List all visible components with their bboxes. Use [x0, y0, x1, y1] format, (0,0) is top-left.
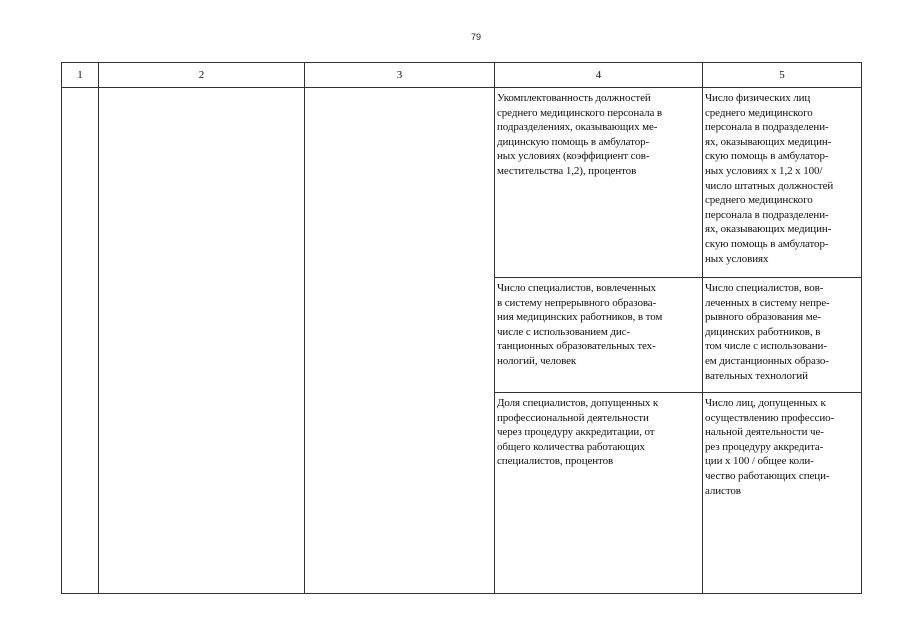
- column-header-1: 1: [62, 63, 99, 88]
- indicator-cell: [495, 88, 703, 278]
- indicator-text: Доля специалистов, допущенных к профессиональной деятельности через процедуру аккредитации, от общего количества работающих специалистов, процентов: [497, 397, 659, 468]
- column-header-3: 3: [305, 63, 495, 88]
- formula-text: Число специалистов, вов- леченных в систему непре- рывного образования ме- дицинских работников, в том числе с использовани- ем дистанционных образо- вательных технологий: [705, 282, 830, 382]
- indicator-text: Число специалистов, вовлеченных в систему непрерывного образова- ния медицинских работников, в том числе с использованием дис- танционных образовательных тех- нологий, человек: [497, 282, 663, 367]
- column-header-2: 2: [99, 63, 305, 88]
- column-header-5: 5: [703, 63, 862, 88]
- indicator-cell: [495, 393, 703, 594]
- formula-text: Число лиц, допущенных к осуществлению профессио- нальной деятельности че- рез процедуру аккредита- ции х 100 / общее коли- чество работающих специ- алистов: [705, 397, 835, 497]
- page-number: 79: [470, 32, 481, 42]
- indicator-text: Укомплектованность должностей среднего медицинского персонала в подразделениях, оказывающих ме- дицинскую помощь в амбулатор- ных условиях (коэффициент сов- местительства 1,2), процентов: [497, 92, 663, 177]
- formula-text: Число физических лиц среднего медицинского персонала в подразделени- ях, оказывающих медицин- скую помощь в амбулатор- ных условиях х 1,2 х 100/ число штатных должностей среднего медицинского персонала в подразделени- ях, оказывающих медицин- скую помощь в амбулатор- ных условиях: [705, 92, 834, 265]
- indicators-table: [61, 62, 862, 594]
- col3-cell: [305, 88, 495, 594]
- formula-cell: [703, 393, 862, 594]
- col2-cell: [99, 88, 305, 594]
- header-row: [62, 63, 862, 88]
- column-header-4: 4: [495, 63, 703, 88]
- formula-cell: [703, 88, 862, 278]
- formula-cell: [703, 278, 862, 393]
- col1-cell: [62, 88, 99, 594]
- table-row: [62, 88, 862, 278]
- indicator-cell: [495, 278, 703, 393]
